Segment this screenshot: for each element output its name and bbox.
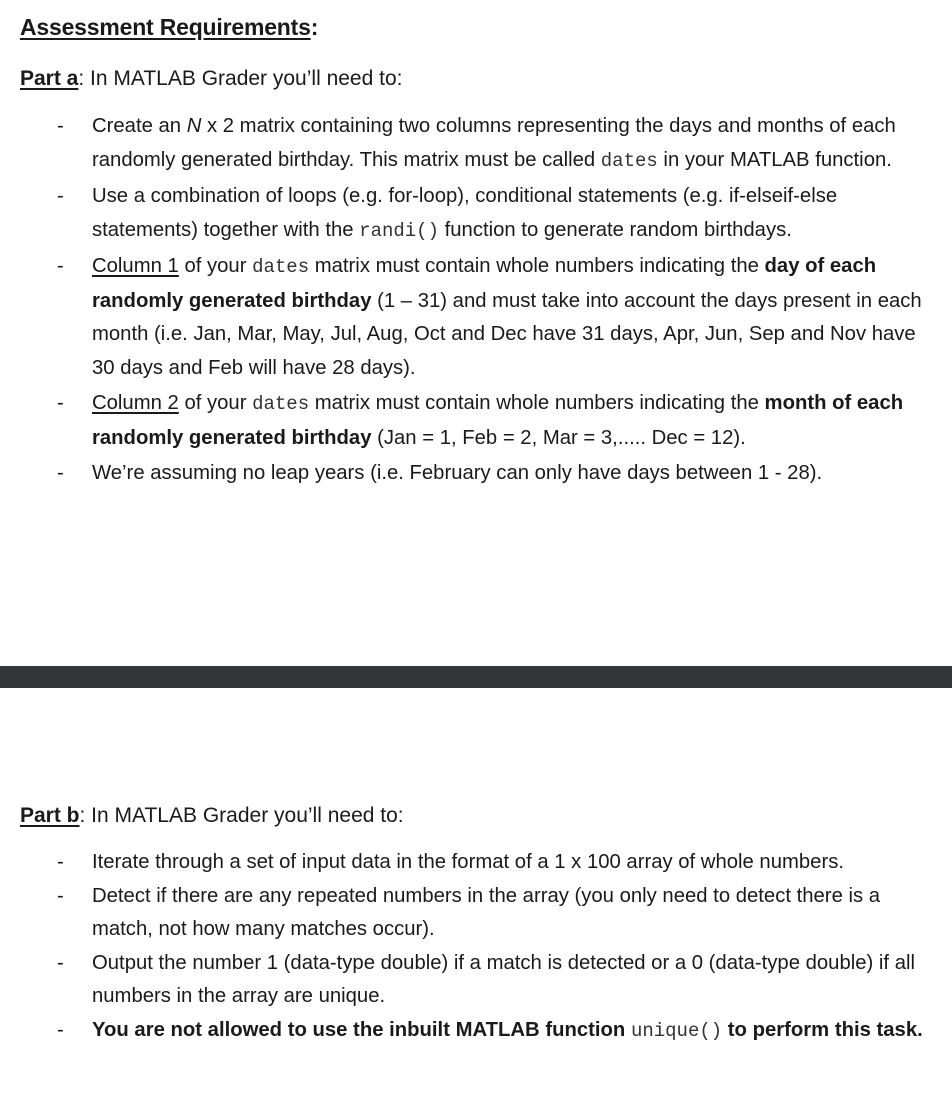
- page-divider: [0, 666, 952, 688]
- part-b-label: Part b: [20, 804, 80, 827]
- list-item: - Output the number 1 (data-type double) if a match is detected or a 0 (data-type double) if all numbers in the array are unique.: [57, 951, 915, 1007]
- part-a-label: Part a: [20, 67, 79, 90]
- document-page-2: [0, 688, 952, 1099]
- list-item: - Use a combination of loops (e.g. for-loop), conditional statements (e.g. if-elseif-else statements) together with the randi() function to generate random birthdays.: [57, 185, 838, 242]
- list-item: - Create an N x 2 matrix containing two columns representing the days and months of each randomly generated birthday. This matrix must be called dates in your MATLAB function.: [57, 115, 896, 172]
- section-heading: Assessment Requirements:: [20, 14, 319, 40]
- list-item: - Column 1 of your dates matrix must contain whole numbers indicating the day of each randomly generated birthday (1 – 31) and must take into account the days present in each month (i.e. Jan, Mar, May, Jul, Aug, Oct and Dec have 31 days, Apr, Jun, Sep and Nov have 30 days and Feb will have 28 days).: [57, 255, 922, 379]
- list-item: - You are not allowed to use the inbuilt MATLAB function unique() to perform this task.: [57, 1018, 923, 1042]
- list-item: - We’re assuming no leap years (i.e. February can only have days between 1 - 28).: [57, 462, 823, 484]
- part-a-list: [0, 110, 952, 491]
- list-item: - Iterate through a set of input data in the format of a 1 x 100 array of whole numbers.: [57, 851, 844, 873]
- list-item: - Detect if there are any repeated numbers in the array (you only need to detect there is a match, not how many matches occur).: [57, 884, 881, 940]
- part-b-intro: Part b: In MATLAB Grader you’ll need to:: [20, 804, 404, 827]
- part-a-intro: Part a: In MATLAB Grader you’ll need to:: [20, 67, 403, 90]
- list-item: - Column 2 of your dates matrix must contain whole numbers indicating the month of each randomly generated birthday (Jan = 1, Feb = 2, Mar = 3,..... Dec = 12).: [57, 392, 904, 449]
- part-b-list: [0, 846, 952, 1048]
